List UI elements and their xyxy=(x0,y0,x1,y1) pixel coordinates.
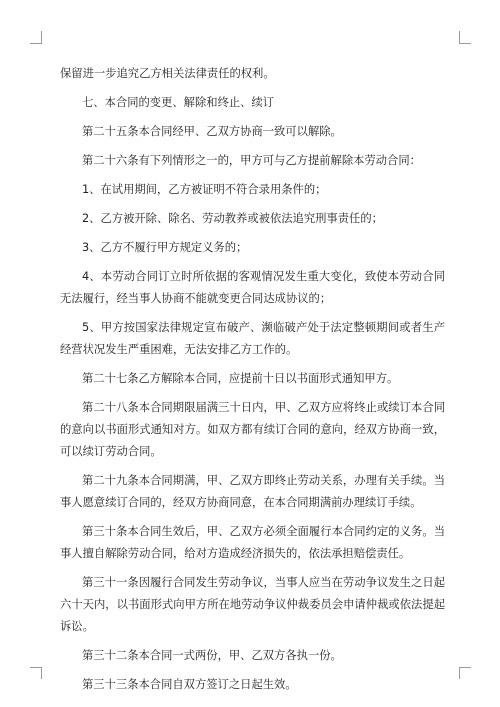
section-heading-change-termination: 七、本合同的变更、解除和终止、续订 xyxy=(82,96,275,109)
article-30: 第三十条本合同生效后，甲、乙双方必须全面履行本合同约定的义务。当事人擅自解除劳动合同，给对方造成经济损失的，依法承担赔偿责任。 xyxy=(60,525,445,560)
article-25: 第二十五条本合同经甲、乙双方协商一致可以解除。 xyxy=(82,125,342,138)
crop-mark-top-left-h xyxy=(30,43,42,44)
paragraph-continued-rights: 保留进一步追究乙方相关法律责任的权利。 xyxy=(60,67,275,80)
document-body xyxy=(60,63,445,703)
article-26-item-5: 5、甲方按国家法律规定宣布破产、濒临破产处于法定整顿期间或者生产经营状况发生严重困难，无法安排乙方工作的。 xyxy=(60,321,445,356)
crop-mark-bottom-right-v xyxy=(459,667,460,679)
article-27: 第二十七条乙方解除本合同，应提前十日以书面形式通知甲方。 xyxy=(82,372,399,385)
article-26-item-1: 1、在试用期间，乙方被证明不符合录用条件的； xyxy=(82,183,327,196)
article-31: 第三十一条因履行合同发生劳动争议，当事人应当在劳动争议发生之日起六十天内，以书面形式向甲方所在地劳动争议仲裁委员会申请仲裁或依法提起诉讼。 xyxy=(60,576,445,633)
article-32: 第三十二条本合同一式两份，甲、乙双方各执一份。 xyxy=(82,649,342,662)
crop-mark-bottom-right-h xyxy=(459,667,471,668)
crop-mark-top-left-v xyxy=(41,31,42,43)
article-28: 第二十八条本合同期限届满三十日内，甲、乙双方应将终止或续订本合同的意向以书面形式通知对方。如双方都有续订合同的意向，经双方协商一致，可以续订劳动合同。 xyxy=(60,401,445,458)
crop-mark-top-right-v xyxy=(459,31,460,43)
article-33: 第三十三条本合同自双方签订之日起生效。 xyxy=(82,678,297,691)
article-26-item-3: 3、乙方不履行甲方规定义务的； xyxy=(82,241,248,254)
crop-mark-bottom-left-v xyxy=(41,667,42,679)
article-29: 第二十九条本合同期满，甲、乙双方即终止劳动关系，办理有关手续。当事人愿意续订合同的，经双方协商同意，在本合同期满前办理续订手续。 xyxy=(60,474,445,509)
article-26-item-4: 4、本劳动合同订立时所依据的客观情况发生重大变化，致使本劳动合同无法履行，经当事人协商不能就变更合同达成协议的； xyxy=(60,270,445,305)
article-26: 第二十六条有下列情形之一的，甲方可与乙方提前解除本劳动合同： xyxy=(82,154,421,167)
article-26-item-2: 2、乙方被开除、除名、劳动教养或被依法追究刑事责任的； xyxy=(82,212,383,225)
crop-mark-top-right-h xyxy=(459,43,471,44)
